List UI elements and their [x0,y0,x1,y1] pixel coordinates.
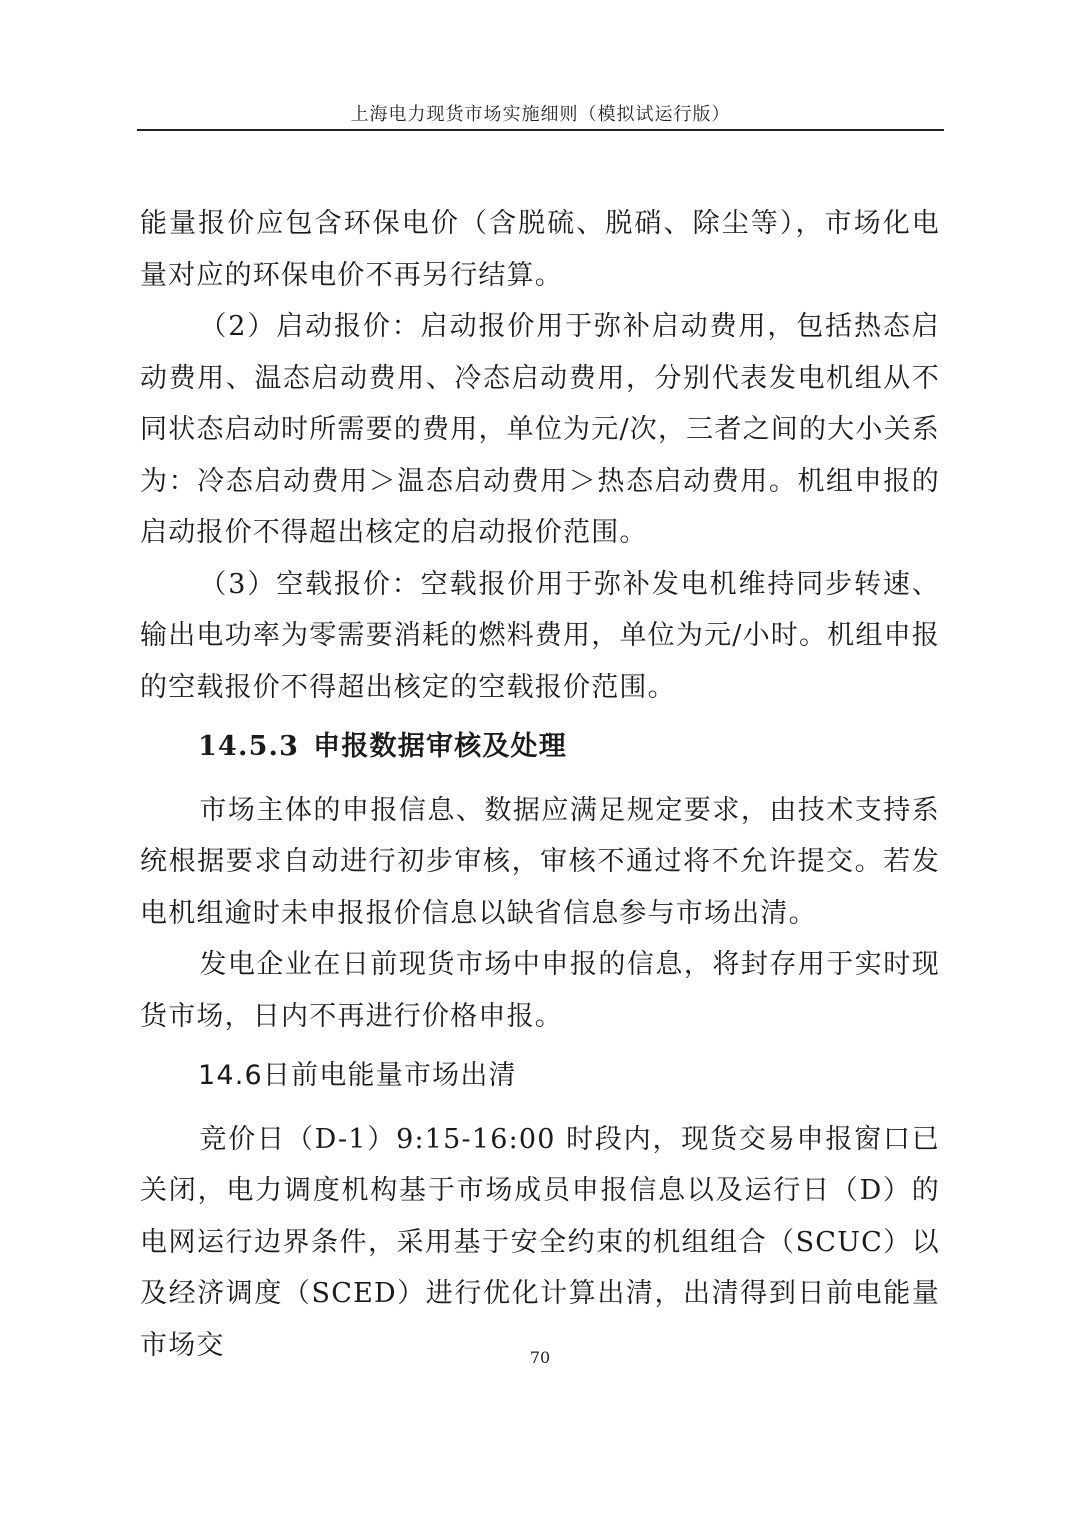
section-number: 14.6 [198,1060,263,1091]
section-title: 申报数据审核及处理 [313,731,567,762]
paragraph-data-review: 市场主体的申报信息、数据应满足规定要求，由技术支持系统根据要求自动进行初步审核，审核不通过将不允许提交。若发电机组逾时未申报报价信息以缺省信息参与市场出清。 [140,794,940,929]
paragraph-no-load-price: （3）空载报价：空载报价用于弥补发电机维持同步转速、输出电功率为零需要消耗的燃料费用，单位为元/小时。机组申报的空载报价不得超出核定的空载报价范围。 [140,568,940,703]
header-divider [137,129,944,131]
section-title: 日前电能量市场出清 [262,1060,517,1091]
page-number: 70 [529,1348,551,1367]
section-heading-14-5-3 [140,721,940,773]
paragraph-sealed-info: 发电企业在日前现货市场中申报的信息，将封存用于实时现货市场，日内不再进行价格申报。 [140,949,940,1032]
section-heading-14-6 [140,1050,940,1102]
running-header: 上海电力现货市场实施细则（模拟试运行版） [350,104,731,125]
document-body [140,198,940,1371]
paragraph-day-ahead-clearing: 竞价日（D-1）9:15-16:00 时段内，现货交易申报窗口已关闭，电力调度机构基于市场成员申报信息以及运行日（D）的电网运行边界条件，采用基于安全约束的机组组合（SCUC）以及经济调度（SCED）进行优化计算出清，出清得到日前电能量市场交 [140,1123,940,1361]
paragraph-energy-price-continuation: 能量报价应包含环保电价（含脱硫、脱硝、除尘等），市场化电量对应的环保电价不再另行结算。 [140,208,940,291]
section-number: 14.5.3 [198,731,300,762]
paragraph-startup-price: （2）启动报价：启动报价用于弥补启动费用，包括热态启动费用、温态启动费用、冷态启动费用，分别代表发电机组从不同状态启动时所需要的费用，单位为元/次，三者之间的大小关系为：冷态启动费用＞温态启动费用＞热态启动费用。机组申报的启动报价不得超出核定的启动报价范围。 [140,311,940,548]
